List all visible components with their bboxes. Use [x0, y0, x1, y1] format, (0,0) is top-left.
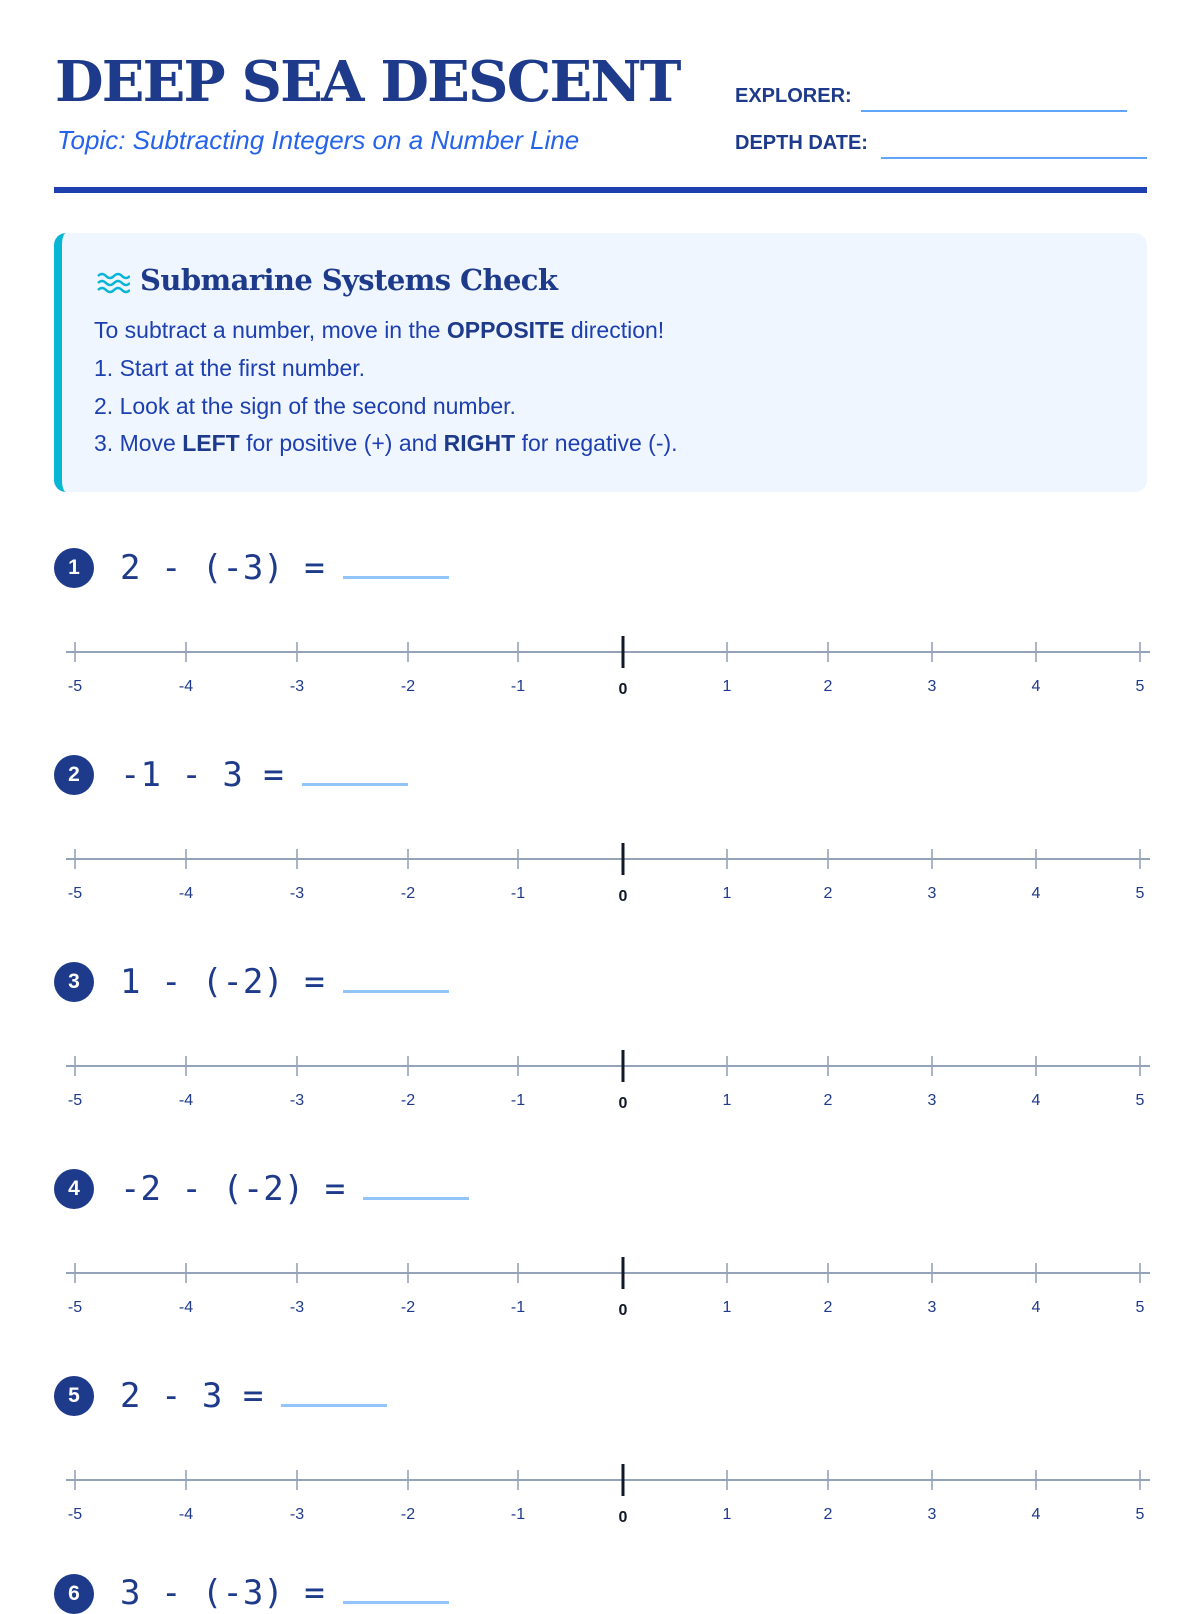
number-line-label: 3: [927, 1506, 937, 1523]
tip-line-4: 3. Move LEFT for positive (+) and RIGHT for negative (-).: [94, 430, 678, 456]
number-line-label: -4: [178, 1092, 194, 1109]
number-line-label: -1: [510, 1299, 526, 1316]
number-line: [0, 1241, 1200, 1321]
number-line-label: -3: [289, 1092, 305, 1109]
number-line-label: 2: [823, 1299, 833, 1316]
answer-blank[interactable]: [281, 1396, 387, 1407]
tips-heading: Submarine Systems Check: [140, 263, 558, 297]
answer-blank[interactable]: [302, 775, 408, 786]
number-line-label: -2: [400, 1299, 416, 1316]
problem-number-badge: 2: [54, 755, 94, 795]
number-line-label: 4: [1031, 1299, 1041, 1316]
number-line-label: 0: [618, 1095, 628, 1112]
number-line-label: -5: [67, 1506, 83, 1523]
number-line-label: 5: [1135, 678, 1145, 695]
worksheet-topic: Topic: Subtracting Integers on a Number Line: [57, 125, 580, 155]
number-line-label: -3: [289, 678, 305, 695]
number-line-label: -4: [178, 678, 194, 695]
number-line-label: 4: [1031, 1092, 1041, 1109]
tip-line-3: 2. Look at the sign of the second number.: [94, 393, 516, 419]
problem-number-badge: 1: [54, 548, 94, 588]
number-line-label: 5: [1135, 885, 1145, 902]
number-line-label: -2: [400, 678, 416, 695]
problem-number-badge: 5: [54, 1376, 94, 1416]
answer-blank[interactable]: [343, 568, 449, 579]
number-line: [0, 827, 1200, 907]
explorer-label: EXPLORER:: [735, 85, 852, 107]
depth-date-label: DEPTH DATE:: [735, 132, 868, 154]
waves-icon: [96, 271, 130, 295]
number-line-label: 1: [722, 1299, 732, 1316]
number-line-label: 0: [618, 1302, 628, 1319]
number-line-label: 1: [722, 1092, 732, 1109]
number-line-label: -4: [178, 1299, 194, 1316]
number-line-label: 3: [927, 1299, 937, 1316]
number-line-label: -5: [67, 885, 83, 902]
number-line-label: -3: [289, 885, 305, 902]
problem-expression: 3 - (-3) =: [120, 1573, 449, 1613]
number-line-label: 4: [1031, 678, 1041, 695]
number-line-label: 1: [722, 885, 732, 902]
tip-line-1: To subtract a number, move in the OPPOSITE direction!: [94, 317, 665, 343]
problem-expression: -2 - (-2) =: [120, 1169, 469, 1209]
tip-line-2: 1. Start at the first number.: [94, 355, 366, 381]
number-line-label: -1: [510, 885, 526, 902]
problem-expression: -1 - 3 =: [120, 755, 408, 795]
problem-number-badge: 4: [54, 1169, 94, 1209]
number-line-label: -3: [289, 1506, 305, 1523]
number-line-label: -2: [400, 885, 416, 902]
problem-number-badge: 3: [54, 962, 94, 1002]
tips-box: [54, 233, 1147, 492]
number-line-label: 0: [618, 681, 628, 698]
number-line-label: -5: [67, 1092, 83, 1109]
number-line-label: -1: [510, 1092, 526, 1109]
number-line-label: -2: [400, 1506, 416, 1523]
answer-blank[interactable]: [343, 982, 449, 993]
number-line-label: 5: [1135, 1299, 1145, 1316]
number-line-label: 3: [927, 678, 937, 695]
problem-expression: 2 - (-3) =: [120, 548, 449, 588]
number-line-label: -4: [178, 885, 194, 902]
problem-expression: 2 - 3 =: [120, 1376, 387, 1416]
number-line-label: 4: [1031, 1506, 1041, 1523]
number-line-label: -1: [510, 1506, 526, 1523]
number-line-label: 1: [722, 678, 732, 695]
number-line-label: 1: [722, 1506, 732, 1523]
number-line: [0, 1034, 1200, 1114]
number-line-label: 2: [823, 885, 833, 902]
number-line-label: -5: [67, 1299, 83, 1316]
problem-number-badge: 6: [54, 1574, 94, 1614]
number-line-label: 2: [823, 678, 833, 695]
number-line-label: -3: [289, 1299, 305, 1316]
number-line-label: 2: [823, 1092, 833, 1109]
number-line: [0, 1448, 1200, 1528]
depth-date-field[interactable]: [881, 157, 1147, 159]
number-line-label: 3: [927, 885, 937, 902]
problem-expression: 1 - (-2) =: [120, 962, 449, 1002]
number-line-label: 0: [618, 888, 628, 905]
number-line: [0, 620, 1200, 700]
number-line-label: -4: [178, 1506, 194, 1523]
worksheet-title: DEEP SEA DESCENT: [55, 49, 680, 115]
number-line-label: -1: [510, 678, 526, 695]
number-line-label: 5: [1135, 1092, 1145, 1109]
number-line-label: 0: [618, 1509, 628, 1526]
number-line-label: -2: [400, 1092, 416, 1109]
number-line-label: -5: [67, 678, 83, 695]
number-line-label: 5: [1135, 1506, 1145, 1523]
number-line-label: 2: [823, 1506, 833, 1523]
answer-blank[interactable]: [363, 1189, 469, 1200]
header-divider: [54, 187, 1147, 193]
explorer-field[interactable]: [861, 110, 1127, 112]
answer-blank[interactable]: [343, 1593, 449, 1604]
number-line-label: 3: [927, 1092, 937, 1109]
number-line-label: 4: [1031, 885, 1041, 902]
